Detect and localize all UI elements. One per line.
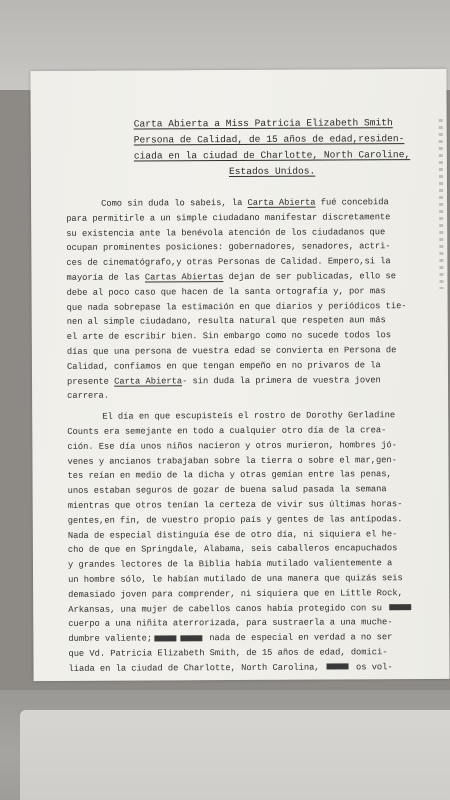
text-line: nen al simple ciudadano, resulta natural que respeten aun más — [66, 315, 386, 328]
typewritten-page — [30, 69, 449, 681]
text-line: presente Carta Abierta- sin duda la primera de vuestra joven — [67, 374, 381, 387]
text-line: dumbre valiente; nada de especial en verdad a no ser — [68, 632, 393, 645]
text-line: mayoría de las Cartas Abiertas dejan de ser publicadas, ello se — [66, 271, 396, 283]
header-line: Persona de Calidad, de 15 años de edad,residen- — [133, 133, 405, 146]
text-line: que nada sobrepase la estimación en que diarios y periódicos tie- — [66, 300, 407, 313]
text-line: carrera. — [67, 391, 109, 402]
text-line: El día en que escupisteís el rostro de Dorothy Gerladine — [102, 410, 396, 422]
text-line: su existencia ante la benévola atención de los ciudadanos que — [66, 226, 386, 239]
text-line: Nada de especial distinguía ése de otro día, ni siquiera el he- — [67, 528, 398, 541]
text-line: liada en la ciudad de Charlotte, North Carolina, os vol- — [68, 661, 393, 674]
redaction-mark — [154, 635, 176, 641]
text-line: ción. Ese día unos niños nacieron y otros murieron, hombres jó- — [67, 439, 397, 452]
text-line: gentes,en fin, de vuestro propio país y gentes de las antípodas. — [67, 513, 403, 526]
text-line: demasiado joven para comprender, ni siquiera que en Little Rock, — [68, 587, 403, 600]
text-line: y grandes lectores de la Biblia había mutilado valientemente a — [67, 558, 393, 571]
text-line: ocupan prominentes posiciones: gobernadores, senadores, actri- — [66, 241, 391, 254]
text-line: días que una persona de vuestra edad se convierta en Persona de — [66, 345, 397, 357]
text-line: que Vd. Patricia Elizabeth Smith, de 15 años de edad, domici- — [68, 647, 388, 659]
redaction-mark — [389, 604, 411, 610]
carta-abierta-ref: Carta Abierta — [247, 197, 316, 208]
text-line: el arte de escribir bien. Sin embargo como no sucede todos los — [66, 330, 392, 343]
text-line: cuerpo a una niñita aterrorizada, para sustraerla a una muche- — [68, 617, 393, 630]
underlying-sheet — [20, 710, 450, 800]
text-line: Como sin duda lo sabeis, la Carta Abierta fué concebida — [101, 197, 389, 209]
text-line: Arkansas, una mujer de cabellos canos había protegido con su — [68, 601, 433, 618]
carta-abierta-ref: Carta Abierta — [114, 375, 183, 387]
letter-header — [134, 115, 434, 181]
text-line: Counts era semejante en todo a cualquier otro día de la crea- — [67, 425, 387, 437]
text-line: para permitirle a un simple ciudadano manifestar discretamente — [66, 212, 391, 224]
cartas-abiertas-ref: Cartas Abiertas — [144, 272, 224, 283]
header-line: Carta Abierta a Miss Patricia Elizabeth Smith — [133, 117, 393, 130]
text-line: tes reían en medio de la dicha y otras gemían entre las penas, — [67, 469, 392, 482]
redaction-mark — [180, 635, 202, 641]
header-line: ciada en la ciudad de Charlotte, North Caroline, — [133, 149, 411, 162]
text-line: ces de cinematógrafo,y otras Personas de Calidad. Empero,si la — [66, 256, 391, 269]
text-line: venes y ancianos trabajaban sobre la tierra o sobre el mar,gen- — [67, 454, 397, 467]
letter-body — [66, 195, 434, 676]
text-line: Calidad, confiamos en que tengan empeño en no privaros de la — [66, 360, 381, 372]
redaction-mark — [327, 664, 349, 670]
text-line: debe al poco caso que hacen de la santa ortografía y, por mas — [66, 286, 386, 298]
text-line: mientras que otros tenían la certeza de vivir sus últimas horas- — [67, 499, 403, 511]
text-line: cho de que en Springdale, Alabama, seis caballeros encapuchados — [67, 543, 398, 556]
text-line: unos estaban seguros de gozar de buena salud pasada la semana — [67, 484, 387, 497]
header-line: Estados Unidos. — [228, 165, 316, 178]
binding-mark — [439, 119, 444, 289]
text-line: un hombre sólo, le habían mutilado de una manera que quizás seis — [68, 573, 403, 585]
